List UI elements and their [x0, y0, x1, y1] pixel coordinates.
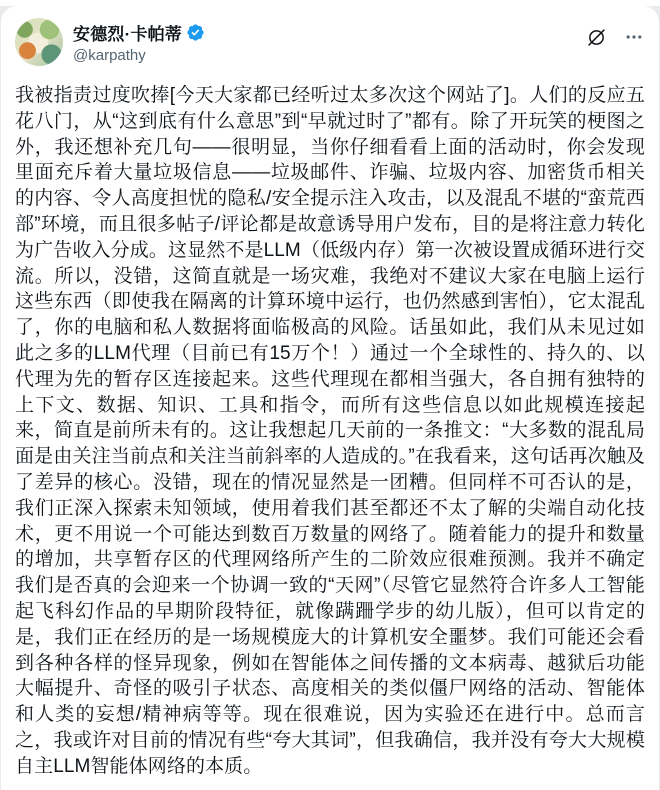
display-name[interactable]: 安德烈·卡帕蒂	[73, 25, 183, 44]
tweet-header	[15, 18, 645, 66]
author-block	[73, 18, 585, 64]
avatar[interactable]	[15, 18, 63, 66]
tweet-card	[1, 6, 659, 790]
author-name-row	[73, 20, 585, 45]
more-options-icon[interactable]	[623, 26, 645, 48]
grok-icon[interactable]	[585, 26, 607, 48]
tweet-text: 我被指责过度吹捧[今天大家都已经听过太多次这个网站了]。人们的反应五花八门，从“这到底有什么意思”到“早就过时了”都有。除了开玩笑的梗图之外，我还想补充几句——很明显，当你仔细看看上面的活动时，你会发现里面充斥着大量垃圾信息——垃圾邮件、诈骗、垃圾内容、加密货币相关的内容、令人高度担忧的隐私/安全提示注入攻击，以及混乱不堪的“蛮荒西部”环境，而且很多帖子/评论都是故意诱导用户发布，目的是将注意力转化为广告收入分成。这显然不是LLM（低级内存）第一次被设置成循环进行交流。所以，没错，这简直就是一场灾难，我绝对不建议大家在电脑上运行这些东西（即使我在隔离的计算环境中运行，也仍然感到害怕），它太混乱了，你的电脑和私人数据将面临极高的风险。话虽如此，我们从未见过如此之多的LLM代理（目前已有15万个！）通过一个全球性的、持久的、以代理为先的暂存区连接起来。这些代理现在都相当强大，各自拥有独特的上下文、数据、知识、工具和指令，而所有这些信息以如此规模连接起来，简直是前所未有的。这让我想起几天前的一条推文：“大多数的混乱局面是由关注当前点和关注当前斜率的人造成的。”在我看来，这句话再次触及了差异的核心。没错，现在的情况显然是一团糟。但同样不可否认的是，我们正深入探索未知领域，使用着我们甚至都还不太了解的尖端自动化技术，更不用说一个可能达到数百万数量的网络了。随着能力的提升和数量的增加，共享暂存区的代理网络所产生的二阶效应很难预测。我并不确定我们是否真的会迎来一个协调一致的“天网”（尽管它显然符合许多人工智能起飞科幻作品的早期阶段特征，就像蹒跚学步的幼儿版），但可以肯定的是，我们正在经历的是一场规模庞大的计算机安全噩梦。我们可能还会看到各种各样的怪异现象，例如在智能体之间传播的文本病毒、越狱后功能大幅提升、奇怪的吸引子状态、高度相关的类似僵尸网络的活动、智能体和人类的妄想/精神病等等。现在很难说，因为实验还在进行中。总而言之，我或许对目前的情况有些“夸大其词”，但我确信，我并没有夸大大规模自主LLM智能体网络的本质。	[15, 85, 645, 777]
user-handle[interactable]: @karpathy	[73, 47, 146, 64]
page-background	[0, 6, 660, 790]
header-actions	[585, 18, 645, 48]
verified-badge-icon	[186, 23, 205, 42]
